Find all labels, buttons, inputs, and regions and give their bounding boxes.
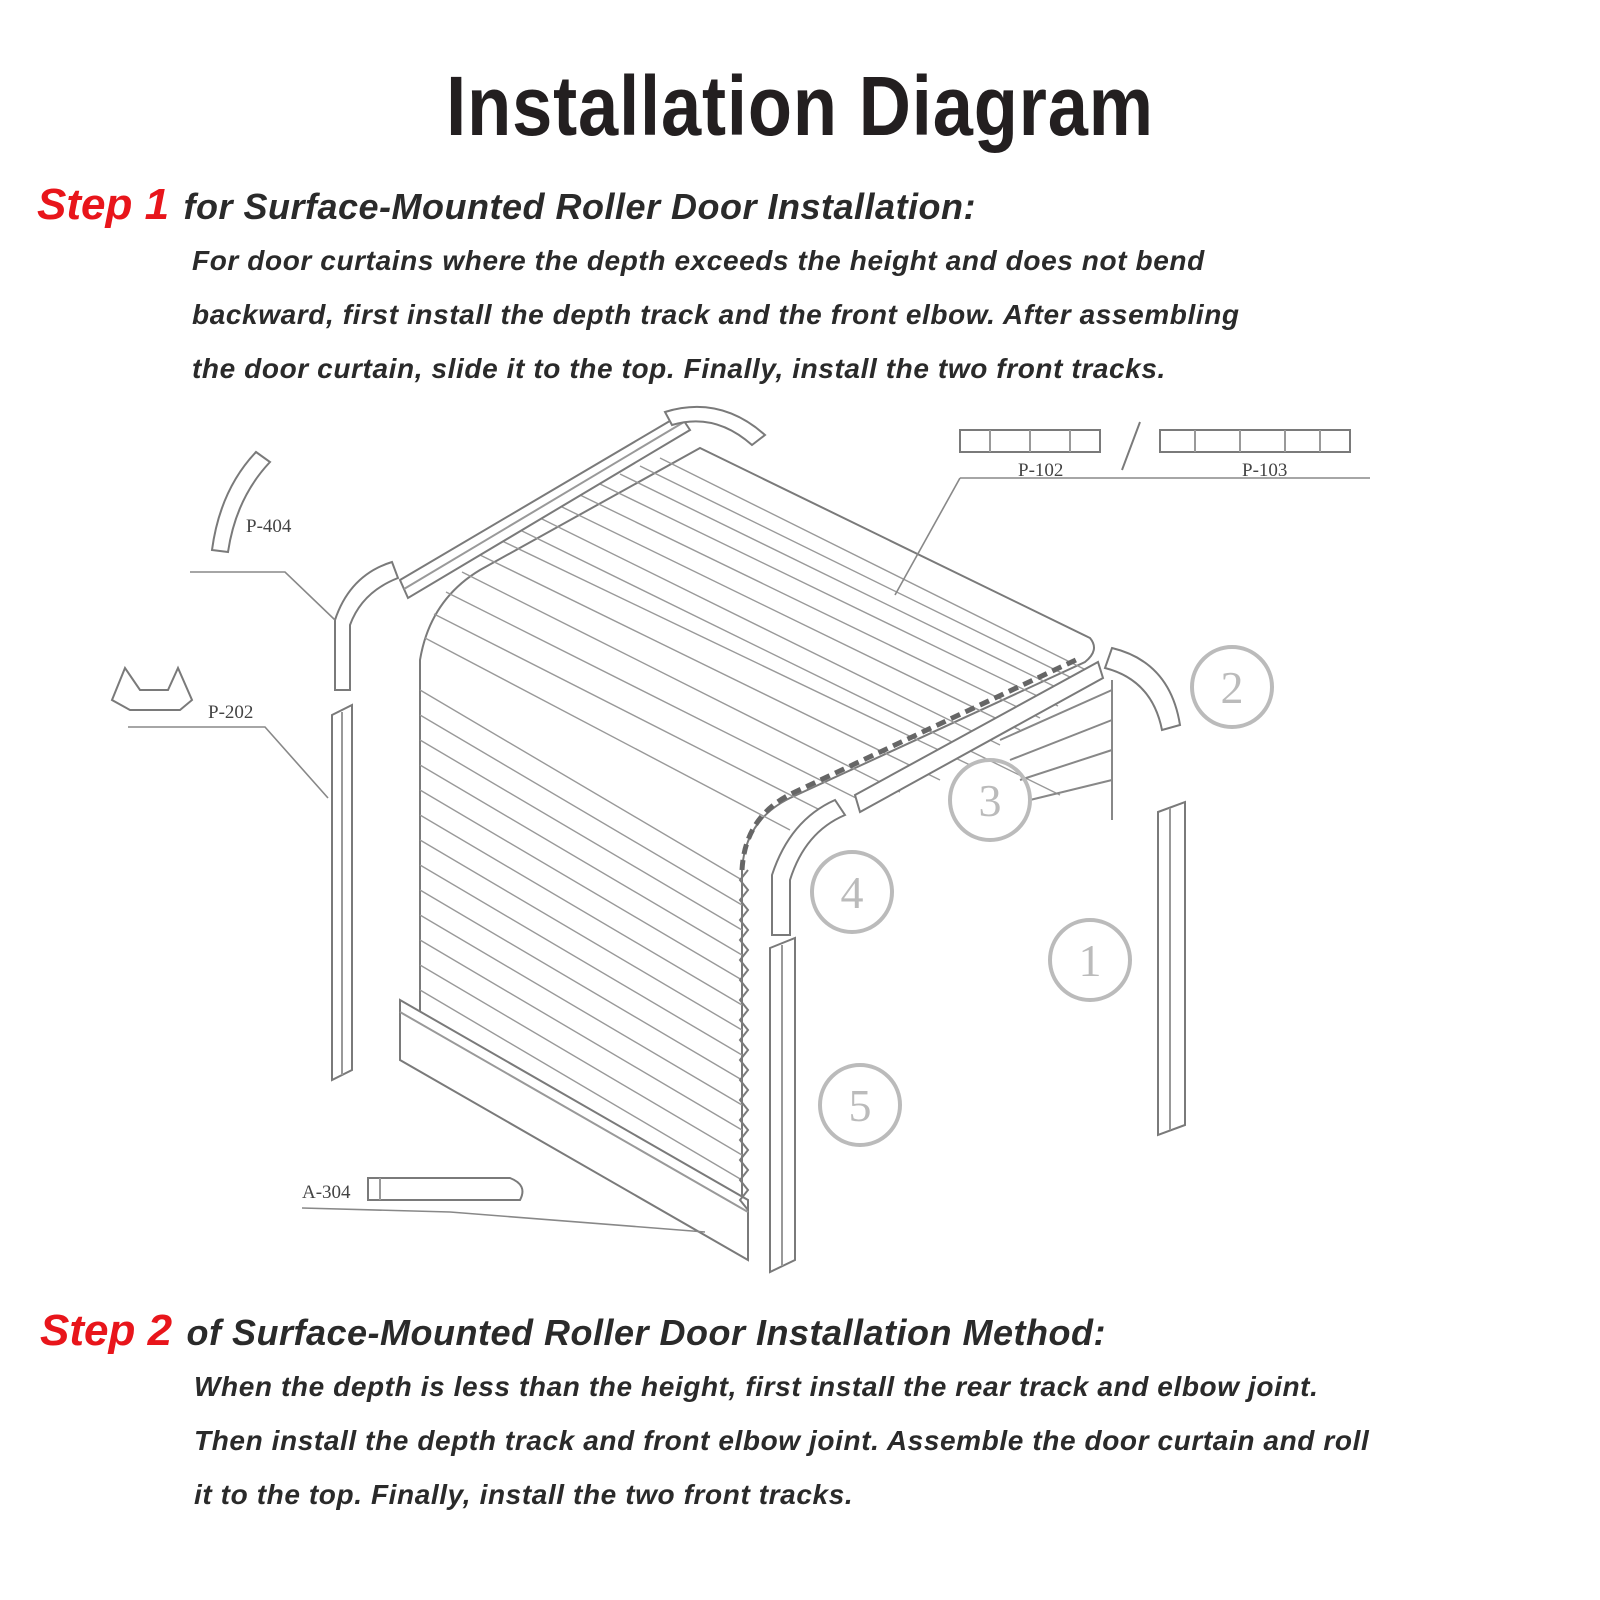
page-title: Installation Diagram: [446, 59, 1154, 153]
step-1-heading: for Surface-Mounted Roller Door Installation:: [183, 186, 977, 227]
step-2-body: [194, 1360, 1369, 1522]
step-1-body: [192, 234, 1240, 396]
callout-5: 5: [848, 1080, 872, 1131]
step-1-header: [37, 180, 976, 230]
rear-track: [1158, 802, 1185, 1135]
front-elbow-left: [335, 562, 398, 690]
step-2-line: it to the top. Finally, install the two front tracks.: [194, 1479, 854, 1510]
front-elbow-right: [772, 800, 845, 935]
p103-profile: [1160, 430, 1350, 452]
step-1-line: For door curtains where the depth exceeds the height and does not bend: [192, 245, 1205, 276]
rear-elbow: [1105, 648, 1180, 730]
curtain-edge-profile: [740, 870, 748, 1210]
p404-profile: [212, 452, 270, 552]
callout-1: 1: [1078, 935, 1102, 986]
step-2-line: Then install the depth track and front elbow joint. Assemble the door curtain and roll: [194, 1425, 1370, 1456]
label-p102: P-102: [1018, 460, 1064, 481]
label-p103: P-103: [1242, 460, 1288, 481]
step-2-header: [40, 1306, 1106, 1356]
label-a304: A-304: [302, 1182, 351, 1203]
step-1-label: Step 1: [37, 180, 170, 229]
callout-4: 4: [840, 867, 864, 918]
label-p202: P-202: [208, 702, 254, 723]
step-1-line: backward, first install the depth track and the front elbow. After assembling: [192, 299, 1240, 330]
step-2-heading: of Surface-Mounted Roller Door Installation Method:: [186, 1312, 1106, 1353]
installation-diagram: [0, 400, 1600, 1300]
callout-3: 3: [978, 775, 1002, 826]
a304-profile: [368, 1178, 522, 1200]
step-2-line: When the depth is less than the height, first install the rear track and elbow joint.: [194, 1371, 1319, 1402]
callout-2: 2: [1220, 662, 1244, 713]
step-1-line: the door curtain, slide it to the top. Finally, install the two front tracks.: [192, 353, 1166, 384]
p202-profile: [112, 668, 192, 710]
label-p404: P-404: [246, 516, 292, 537]
profile-divider: [1122, 422, 1140, 470]
step-2-label: Step 2: [40, 1306, 173, 1355]
